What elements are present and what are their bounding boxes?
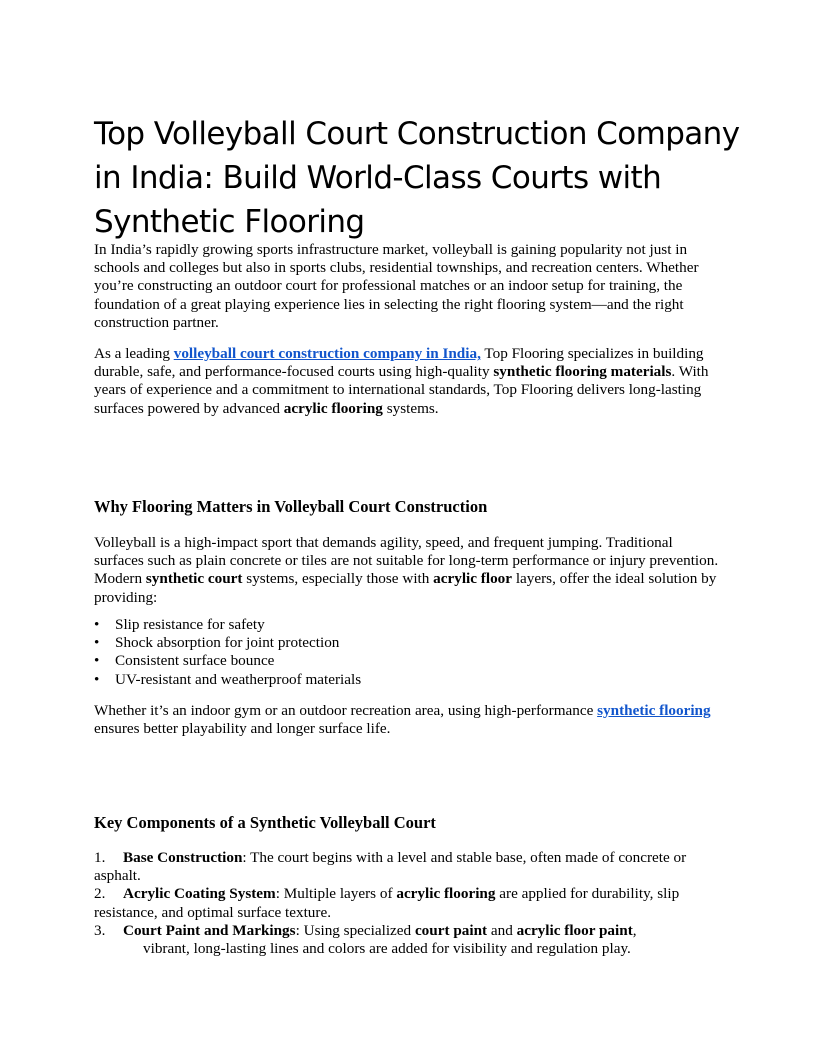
item-text: : Using specialized bbox=[295, 921, 415, 939]
company-text-1: As a leading bbox=[94, 345, 174, 362]
item-text-2: are applied for durability, slip resistance, and optimal surface texture. bbox=[94, 885, 680, 921]
bullet-glyph: • bbox=[94, 652, 100, 670]
components-list bbox=[94, 849, 714, 958]
item-bold-acrylic-flooring: acrylic flooring bbox=[396, 885, 496, 903]
bullet-glyph: • bbox=[94, 616, 100, 633]
list-item-text: Shock absorption for joint protection bbox=[115, 634, 340, 652]
item-text-3: , bbox=[632, 921, 637, 939]
list-item bbox=[94, 652, 361, 670]
list-item bbox=[94, 885, 714, 921]
why-text-1: Volleyball is a high-impact sport that demands agility, speed, and frequent jumping. Traditional surfaces such as plain concrete or tiles are not suitable for long-term performance or injury prevention. Modern bbox=[94, 534, 719, 588]
benefits-list bbox=[94, 616, 361, 689]
bullet-glyph: • bbox=[94, 634, 100, 652]
after-text-1: Whether it’s an indoor gym or an outdoor recreation area, using high-performance bbox=[94, 702, 598, 719]
list-item bbox=[94, 849, 714, 885]
company-text-4: systems. bbox=[382, 399, 439, 417]
item-number: 2. bbox=[94, 885, 106, 903]
synthetic-court-bold: synthetic court bbox=[145, 570, 243, 588]
list-item-text: UV-resistant and weatherproof materials bbox=[115, 670, 362, 688]
synthetic-flooring-link[interactable]: synthetic flooring bbox=[597, 702, 711, 719]
list-item bbox=[94, 616, 361, 634]
item-bold-acrylic-floor-paint: acrylic floor paint bbox=[516, 921, 633, 939]
why-text-3: layers, offer the ideal solution by providing: bbox=[94, 570, 717, 606]
section-heading-key-components: Key Components of a Synthetic Volleyball Court bbox=[94, 813, 436, 832]
company-text-3: . With years of experience and a commitment to international standards, Top Flooring delivers long-lasting surfaces powered by advanced bbox=[94, 363, 709, 417]
bullet-glyph: • bbox=[94, 670, 100, 688]
list-item bbox=[94, 922, 714, 958]
section-heading-why-flooring: Why Flooring Matters in Volleyball Court Construction bbox=[94, 497, 488, 516]
item-bold-term: Acrylic Coating System bbox=[123, 885, 276, 903]
page-title: Top Volleyball Court Construction Company in India: Build World-Class Courts with Synthetic Flooring bbox=[94, 116, 740, 240]
after-text-2: ensures better playability and longer surface life. bbox=[94, 720, 391, 738]
synthetic-flooring-materials-bold: synthetic flooring materials bbox=[493, 363, 672, 381]
list-item-text: Consistent surface bounce bbox=[115, 652, 275, 670]
item-number: 3. bbox=[94, 921, 106, 939]
why-flooring-paragraph bbox=[94, 534, 724, 607]
item-bold-term: Base Construction bbox=[123, 849, 243, 866]
item-text-2: and bbox=[487, 921, 517, 939]
synthetic-flooring-paragraph bbox=[94, 702, 724, 738]
item-number: 1. bbox=[94, 849, 106, 866]
item-bold-court-paint: court paint bbox=[414, 921, 488, 939]
intro-paragraph: In India’s rapidly growing sports infrastructure market, volleyball is gaining popularity not just in schools and colleges but also in sports clubs, residential townships, and recreation centers. Whether you’re constructing an outdoor court for professional matches or an indoor setup for training, the foundation of a great playing experience lies in selecting the right flooring system—and the right construction partner. bbox=[94, 241, 699, 331]
item-text: : Multiple layers of bbox=[275, 885, 397, 903]
why-text-2: systems, especially those with bbox=[242, 570, 434, 588]
company-text-2: Top Flooring specializes in building durable, safe, and performance-focused courts using high-quality bbox=[94, 345, 704, 381]
acrylic-flooring-bold: acrylic flooring bbox=[283, 399, 383, 417]
acrylic-floor-bold: acrylic floor bbox=[433, 570, 513, 588]
list-item bbox=[94, 634, 361, 652]
list-item bbox=[94, 671, 361, 689]
item-text: : The court begins with a level and stable base, often made of concrete or asphalt. bbox=[94, 849, 687, 885]
company-paragraph bbox=[94, 345, 724, 418]
volleyball-court-link[interactable]: volleyball court construction company in India, bbox=[173, 345, 481, 362]
list-item-text: Slip resistance for safety bbox=[115, 616, 265, 633]
item-bold-term: Court Paint and Markings bbox=[123, 921, 296, 939]
item-continuation-text: vibrant, long-lasting lines and colors are added for visibility and regulation play. bbox=[143, 940, 631, 958]
